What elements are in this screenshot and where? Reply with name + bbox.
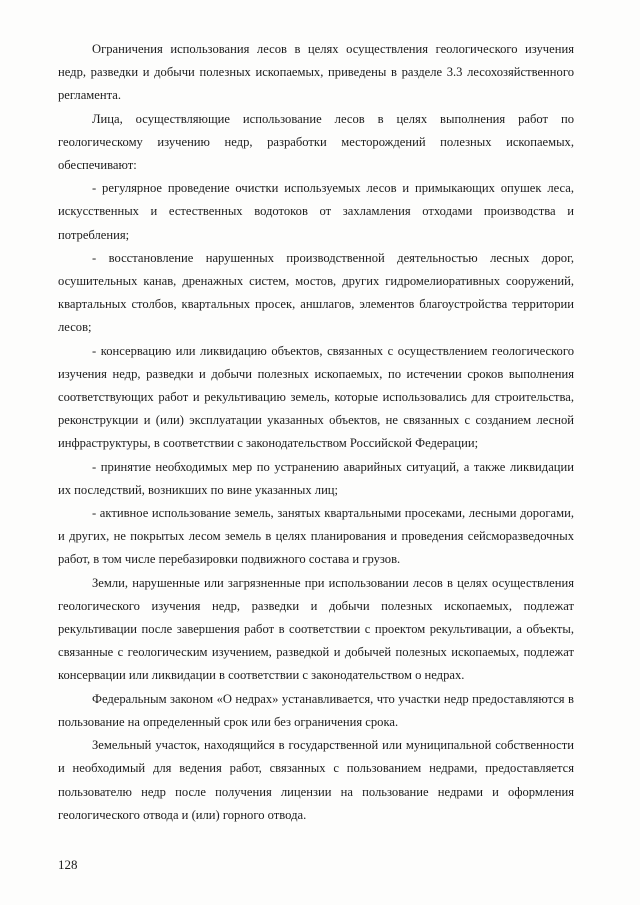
paragraph-item-conservation: - консервацию или ликвидацию объектов, связанных с осуществлением геологического изучения недр, разведки и добычи полезных ископаемых, по истечении сроков выполнения соответствующих работ и рекультивацию земель, которые использовались для строительства, реконструкции и (или) эксплуатации указанных объектов, не связанных с созданием лесной инфраструктуры, в соответствии с законодательством Российской Федерации; — [58, 343, 574, 451]
paragraph-federal-law: Федеральным законом «О недрах» устанавливается, что участки недр предоставляются в пользование на определенный срок или без ограничения срока. — [58, 691, 574, 729]
paragraph-item-restoration: - восстановление нарушенных производственной деятельностью лесных дорог, осушительных канав, дренажных систем, мостов, других гидромелиоративных сооружений, квартальных столбов, квартальных просек, аншлагов, элементов благоустройства территории лесов; — [58, 250, 574, 335]
paragraph-land-plot: Земельный участок, находящийся в государственной или муниципальной собственности и необходимый для ведения работ, связанных с пользованием недрами, предоставляется пользователю недр после получения лицензии на пользование недрами и оформления геологического отвода и (или) горного отвода. — [58, 738, 574, 822]
paragraph-obligations-intro: Лица, осуществляющие использование лесов в целях выполнения работ по геологическому изучению недр, разработки месторождений полезных ископаемых, обеспечивают: — [58, 111, 574, 173]
page-number: 128 — [58, 857, 78, 872]
paragraph-item-land-use: - активное использование земель, занятых квартальными просеками, лесными дорогами, и других, не покрытых лесом земель в целях планирования и проведения сейсморазведочных работ, в том числе перебазировки подвижного состава и грузов. — [58, 506, 574, 567]
paragraph-recultivation: Земли, нарушенные или загрязненные при использовании лесов в целях осуществления геологического изучения недр, разведки и добычи полезных ископаемых, подлежат рекультивации после завершения работ в соответствии с проектом рекультивации, а объекты, связанные с геологическим изучением, разведкой и добычей полезных ископаемых, подлежат консервации или ликвидации в соответствии с законодательством о недрах. — [58, 575, 574, 683]
document-body — [58, 38, 574, 827]
paragraph-item-emergencies: - принятие необходимых мер по устранению аварийных ситуаций, а также ликвидации их последствий, возникших по вине указанных лиц; — [58, 459, 574, 497]
paragraph-restrictions: Ограничения использования лесов в целях осуществления геологического изучения недр, разведки и добычи полезных ископаемых, приведены в разделе 3.3 лесохозяйственного регламента. — [58, 42, 574, 103]
paragraph-item-cleaning: - регулярное проведение очистки используемых лесов и примыкающих опушек леса, искусственных и естественных водотоков от захламления отходами производства и потребления; — [58, 181, 574, 242]
